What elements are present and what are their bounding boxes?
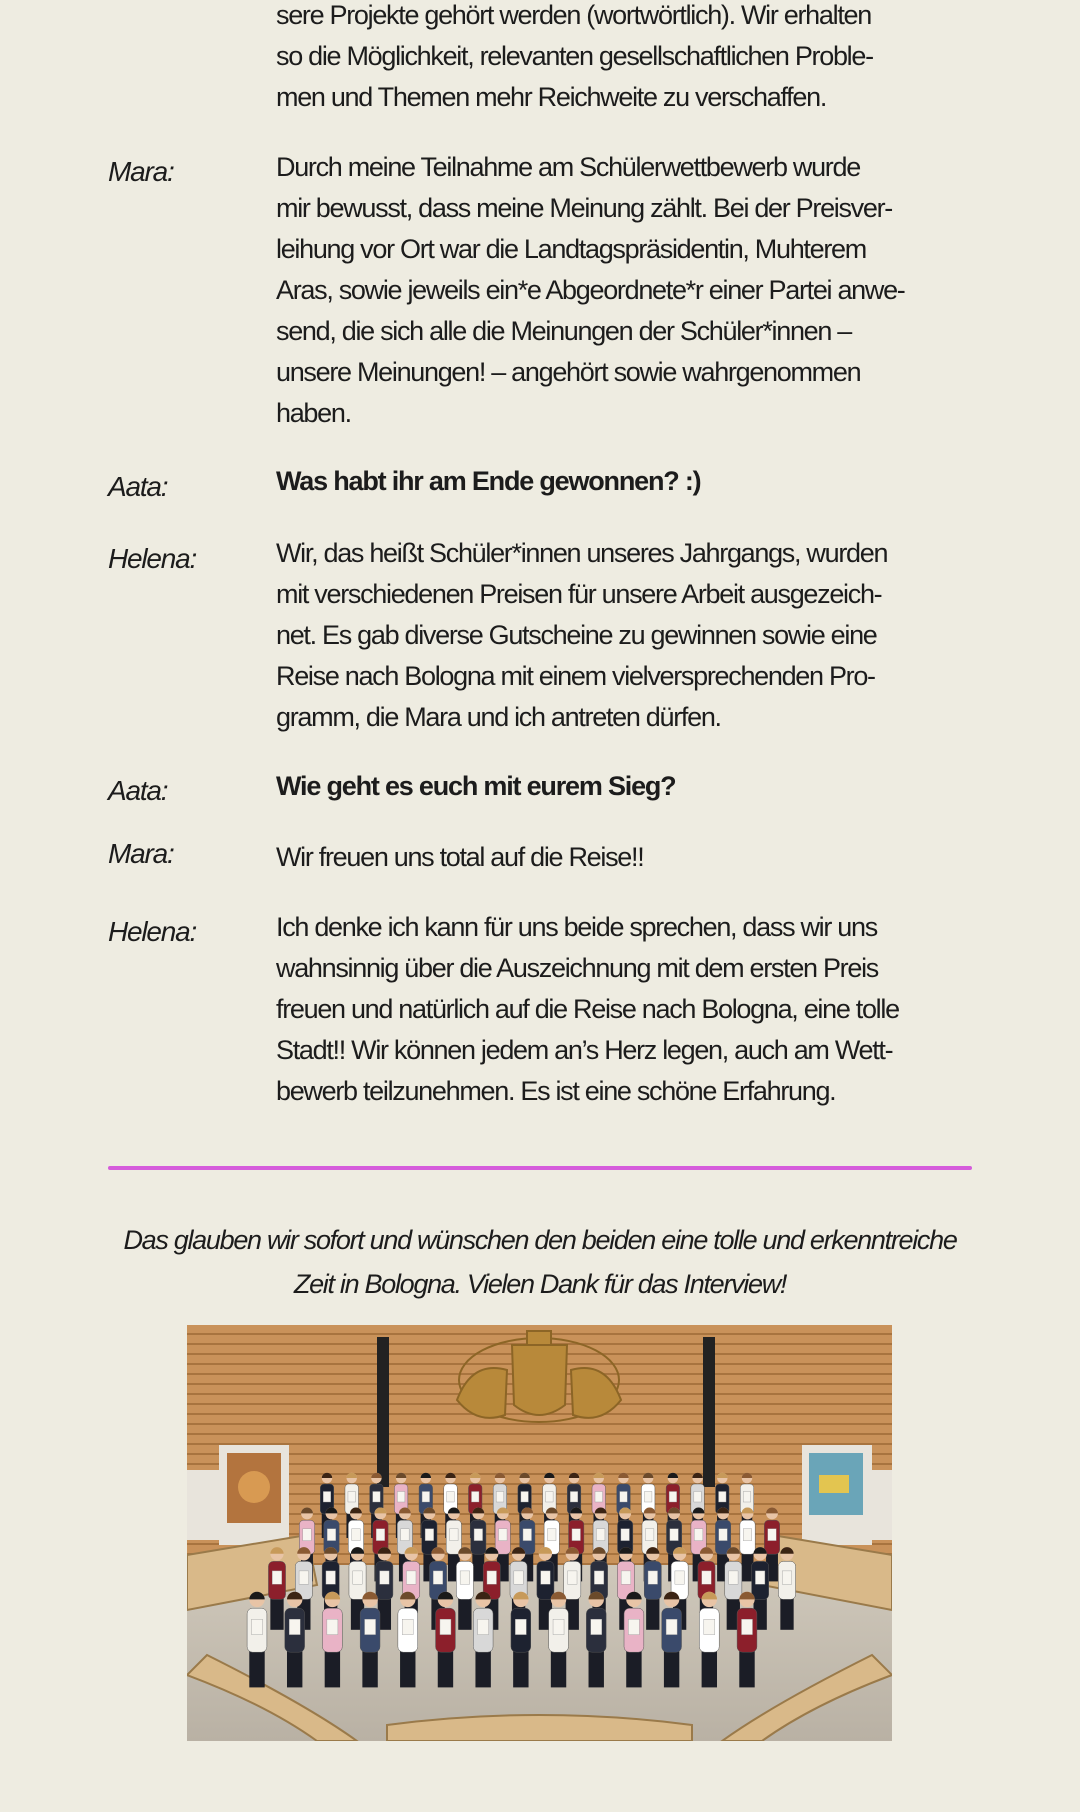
question-text: Wie geht es euch mit eurem Sieg? <box>276 771 676 801</box>
speaker-label: Aata: <box>108 775 168 806</box>
closing-message: Das glauben wir sofort und wünschen den beiden eine tolle und erkenntreiche Zeit in Bologna. Vielen Dank für das Interview! <box>123 1225 957 1299</box>
wall-pillar <box>377 1337 389 1487</box>
speaker-label: Helena: <box>108 543 197 574</box>
answer-text: Wir, das heißt Schüler*innen unseres Jahrgangs, wurden mit verschiedenen Preisen für unsere Arbeit ausgezeich- net. Es gab diverse Gutscheine zu gewinnen sowie eine Reise nach Bologna mit einem vielversprechenden Pro- gramm, die Mara und ich antreten dürfen. <box>276 538 888 732</box>
answer-text: Durch meine Teilnahme am Schülerwettbewerb wurde mir bewusst, dass meine Meinung zählt. Bei der Preisver- leihung vor Ort war die Landtagspräsidentin, Muhterem Aras, sowie jeweils ein*e Abgeordnete*r einer Partei anwe- send, die sich alle die Meinungen der Schüler*innen – unsere Meinungen! – angehört sowie wahrgenommen haben. <box>276 152 905 428</box>
wall-pillar <box>703 1337 715 1487</box>
section-divider <box>108 1166 972 1170</box>
answer-text: sere Projekte gehört werden (wortwörtlich). Wir erhalten so die Möglichkeit, relevanten gesellschaftlichen Proble- men und Themen mehr Reichweite zu verschaffen. <box>276 0 873 112</box>
speaker-label: Mara: <box>108 838 174 869</box>
group-photo-illustration <box>187 1325 892 1741</box>
speaker-label: Helena: <box>108 916 197 947</box>
answer-text: Wir freuen uns total auf die Reise!! <box>276 842 644 872</box>
speaker-label: Mara: <box>108 156 174 187</box>
question-text: Was habt ihr am Ende gewonnen? :) <box>276 466 701 496</box>
speaker-label: Aata: <box>108 471 168 502</box>
answer-text: Ich denke ich kann für uns beide sprechen, dass wir uns wahnsinnig über die Auszeichnung mit dem ersten Preis freuen und natürlich auf die Reise nach Bologna, eine tolle Stadt!! Wir können jedem an’s Herz legen, auch am Wett- bewerb teilzunehmen. Es ist eine schöne Erfahrung. <box>276 912 899 1106</box>
group-photo <box>187 1325 892 1741</box>
